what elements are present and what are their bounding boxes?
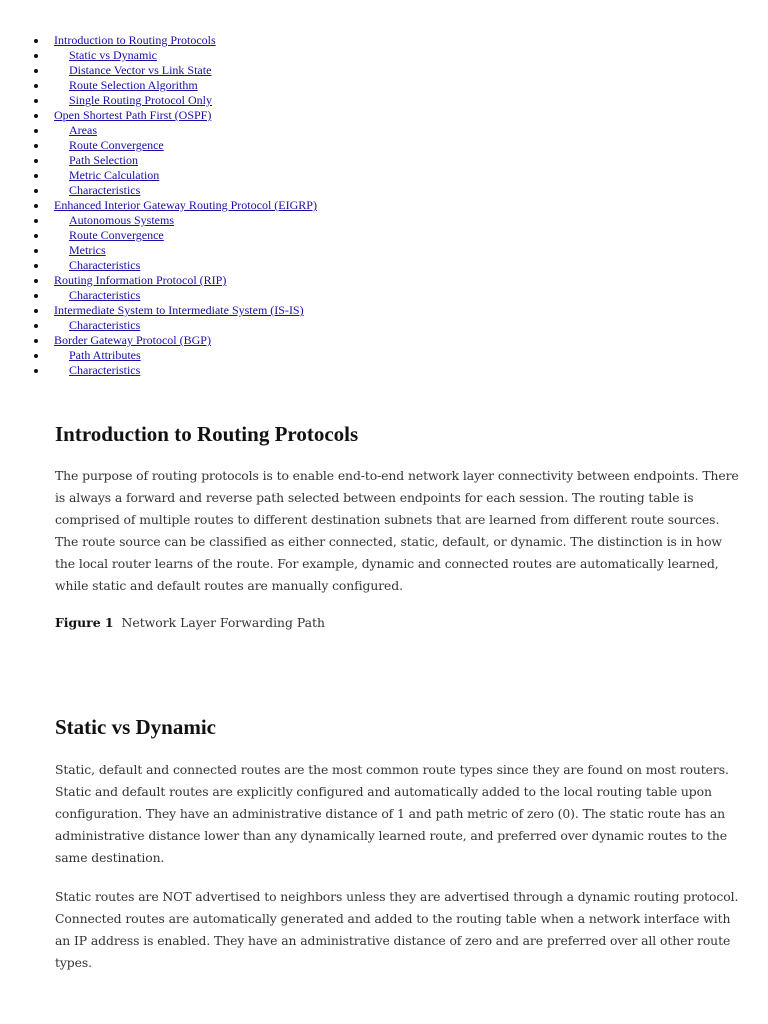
bullet-icon (34, 54, 38, 58)
toc-sublink[interactable]: Path Attributes (69, 348, 141, 362)
bullet-icon (34, 144, 38, 148)
bullet-icon (34, 84, 38, 88)
toc-link[interactable]: Border Gateway Protocol (BGP) (54, 333, 211, 347)
bullet-icon (34, 354, 38, 358)
table-of-contents (0, 33, 768, 378)
toc-sublink[interactable]: Metric Calculation (69, 168, 160, 182)
bullet-icon (34, 309, 38, 313)
toc-subitem (0, 93, 768, 108)
toc-sublink[interactable]: Static vs Dynamic (69, 48, 157, 62)
toc-subitem (0, 288, 768, 303)
bullet-icon (34, 159, 38, 163)
toc-item (0, 33, 768, 48)
toc-link[interactable]: Introduction to Routing Protocols (54, 33, 216, 47)
toc-link[interactable]: Intermediate System to Intermediate System (IS-IS) (54, 303, 304, 317)
bullet-icon (34, 219, 38, 223)
bullet-icon (34, 294, 38, 298)
toc-sublink[interactable]: Characteristics (69, 318, 141, 332)
bullet-icon (34, 39, 38, 43)
static-paragraph-1: Static, default and connected routes are the most common route types since they are found on most routers. Static and default routes are explicitly configured and automatically added to the local routing table upon configuration. They have an administrative distance of 1 and path metric of zero (0). The static route has an administrative distance lower than any dynamically learned route, and preferred over dynamic routes to the same destination. (55, 762, 729, 865)
figure-label: Figure 1 (55, 615, 114, 630)
toc-item (0, 333, 768, 348)
toc-subitem (0, 78, 768, 93)
toc-subitem (0, 183, 768, 198)
heading-static-vs-dynamic: Static vs Dynamic (55, 715, 216, 739)
toc-item (0, 198, 768, 213)
bullet-icon (34, 189, 38, 193)
figure-caption (55, 615, 325, 630)
bullet-icon (34, 99, 38, 103)
toc-subitem (0, 48, 768, 63)
toc-sublink[interactable]: Route Convergence (69, 138, 164, 152)
toc-item (0, 273, 768, 288)
bullet-icon (34, 69, 38, 73)
bullet-icon (34, 324, 38, 328)
toc-sublink[interactable]: Metrics (69, 243, 106, 257)
bullet-icon (34, 204, 38, 208)
bullet-icon (34, 264, 38, 268)
toc-subitem (0, 228, 768, 243)
toc-link[interactable]: Open Shortest Path First (OSPF) (54, 108, 212, 122)
bullet-icon (34, 114, 38, 118)
toc-sublink[interactable]: Distance Vector vs Link State (69, 63, 212, 77)
toc-item (0, 303, 768, 318)
bullet-icon (34, 369, 38, 373)
heading-introduction-to-routing-protocols: Introduction to Routing Protocols (55, 422, 359, 446)
toc-item (0, 108, 768, 123)
static-paragraph-2: Static routes are NOT advertised to neighbors unless they are advertised through a dynamic routing protocol. Connected routes are automatically generated and added to the routing table when a network interface with an IP address is enabled. They have an administrative distance of zero and are preferred over all other route types. (55, 889, 739, 970)
toc-subitem (0, 258, 768, 273)
toc-sublink[interactable]: Areas (69, 123, 97, 137)
toc-subitem (0, 168, 768, 183)
toc-subitem (0, 63, 768, 78)
toc-subitem (0, 123, 768, 138)
toc-link[interactable]: Routing Information Protocol (RIP) (54, 273, 227, 287)
toc-subitem (0, 318, 768, 333)
bullet-icon (34, 279, 38, 283)
toc-subitem (0, 348, 768, 363)
toc-subitem (0, 243, 768, 258)
toc-sublink[interactable]: Route Selection Algorithm (69, 78, 198, 92)
bullet-icon (34, 129, 38, 133)
bullet-icon (34, 249, 38, 253)
toc-sublink[interactable]: Path Selection (69, 153, 138, 167)
toc-link[interactable]: Enhanced Interior Gateway Routing Protocol (EIGRP) (54, 198, 317, 212)
toc-sublink[interactable]: Autonomous Systems (69, 213, 175, 227)
bullet-icon (34, 339, 38, 343)
toc-sublink[interactable]: Characteristics (69, 288, 141, 302)
figure-caption-text: Network Layer Forwarding Path (121, 615, 326, 630)
toc-sublink[interactable]: Characteristics (69, 363, 141, 377)
toc-subitem (0, 213, 768, 228)
toc-sublink[interactable]: Characteristics (69, 183, 141, 197)
toc-subitem (0, 363, 768, 378)
bullet-icon (34, 174, 38, 178)
toc-sublink[interactable]: Characteristics (69, 258, 141, 272)
intro-paragraph: The purpose of routing protocols is to enable end-to-end network layer connectivity between endpoints. There is always a forward and reverse path selected between endpoints for each session. The routing table is comprised of multiple routes to different destination subnets that are learned from different route sources. The route source can be classified as either connected, static, default, or dynamic. The distinction is in how the local router learns of the route. For example, dynamic and connected routes are automatically learned, while static and default routes are manually configured. (55, 468, 739, 593)
toc-sublink[interactable]: Single Routing Protocol Only (69, 93, 213, 107)
toc-subitem (0, 153, 768, 168)
bullet-icon (34, 234, 38, 238)
toc-subitem (0, 138, 768, 153)
toc-sublink[interactable]: Route Convergence (69, 228, 164, 242)
